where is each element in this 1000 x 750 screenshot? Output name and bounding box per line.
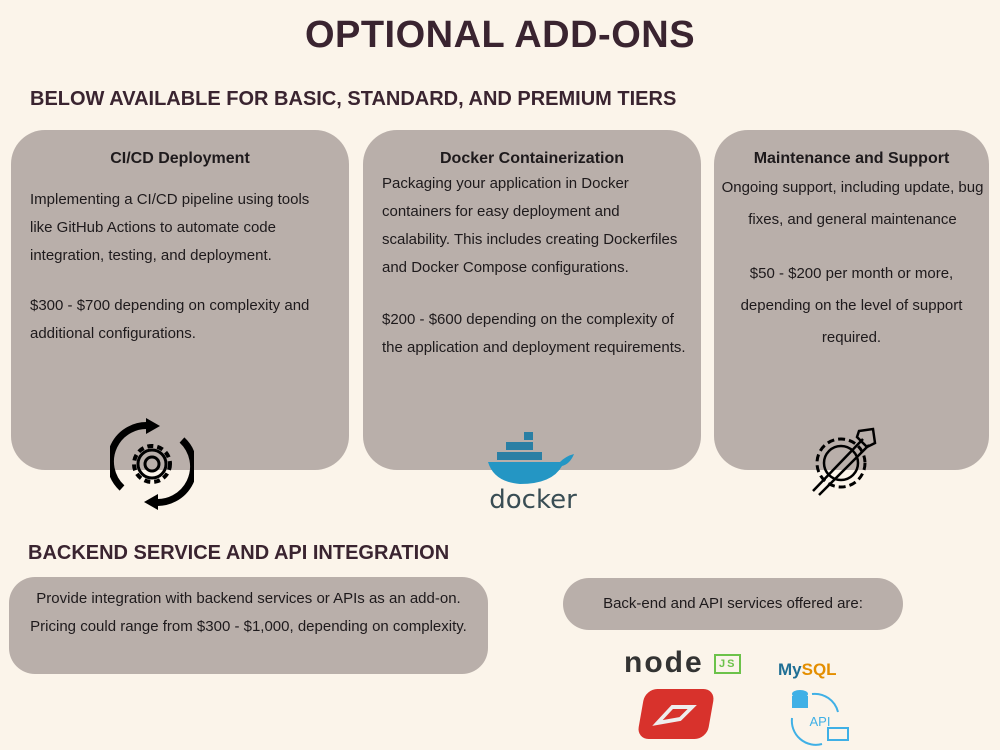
laravel-logo — [637, 689, 716, 739]
services-label-box — [563, 578, 903, 630]
card-title: Docker Containerization — [439, 150, 625, 167]
card-price: $300 - $700 depending on complexity and additional configurations. — [30, 297, 310, 342]
card-desc: Packaging your application in Docker containers for easy deployment and scalability. This includes creating Dockerfiles and Docker Compose configurations. — [382, 175, 678, 276]
nodejs-logo-text: node — [624, 646, 704, 679]
mysql-my: My — [778, 660, 802, 679]
card-desc: Ongoing support, including update, bug fixes, and general maintenance — [721, 179, 984, 228]
api-label: API — [809, 714, 831, 729]
tiers-heading: BELOW AVAILABLE FOR BASIC, STANDARD, AND PREMIUM TIERS — [30, 88, 677, 110]
backend-desc-box — [9, 577, 488, 674]
card-title: Maintenance and Support — [753, 150, 950, 167]
services-label: Back-end and API services offered are: — [603, 595, 863, 612]
docker-logo-text: docker — [489, 485, 577, 515]
card-title: CI/CD Deployment — [110, 150, 250, 167]
mysql-sql: SQL — [801, 660, 837, 679]
docker-logo — [486, 430, 580, 515]
mysql-logo — [778, 660, 837, 680]
laravel-icon — [637, 689, 716, 739]
backend-desc: Provide integration with backend services or APIs as an add-on. Pricing could range from $300 - $1,000, depending on complexity. — [30, 590, 467, 635]
wrench-gear-icon — [803, 425, 879, 501]
backend-heading: BACKEND SERVICE AND API INTEGRATION — [28, 542, 450, 564]
card-price: $50 - $200 per month or more, depending on the level of support required. — [740, 265, 963, 346]
api-database-icon — [786, 688, 856, 748]
card-price: $200 - $600 depending on the complexity of the application and deployment requirements. — [382, 311, 686, 356]
nodejs-js-badge: JS — [714, 654, 741, 674]
card-docker — [363, 130, 701, 470]
nodejs-logo — [624, 646, 741, 680]
cicd-gear-cycle-icon — [110, 418, 194, 510]
card-maintenance — [714, 130, 989, 470]
page-title: OPTIONAL ADD-ONS — [304, 14, 696, 56]
card-desc: Implementing a CI/CD pipeline using tools like GitHub Actions to automate code integration, testing, and deployment. — [30, 191, 310, 264]
